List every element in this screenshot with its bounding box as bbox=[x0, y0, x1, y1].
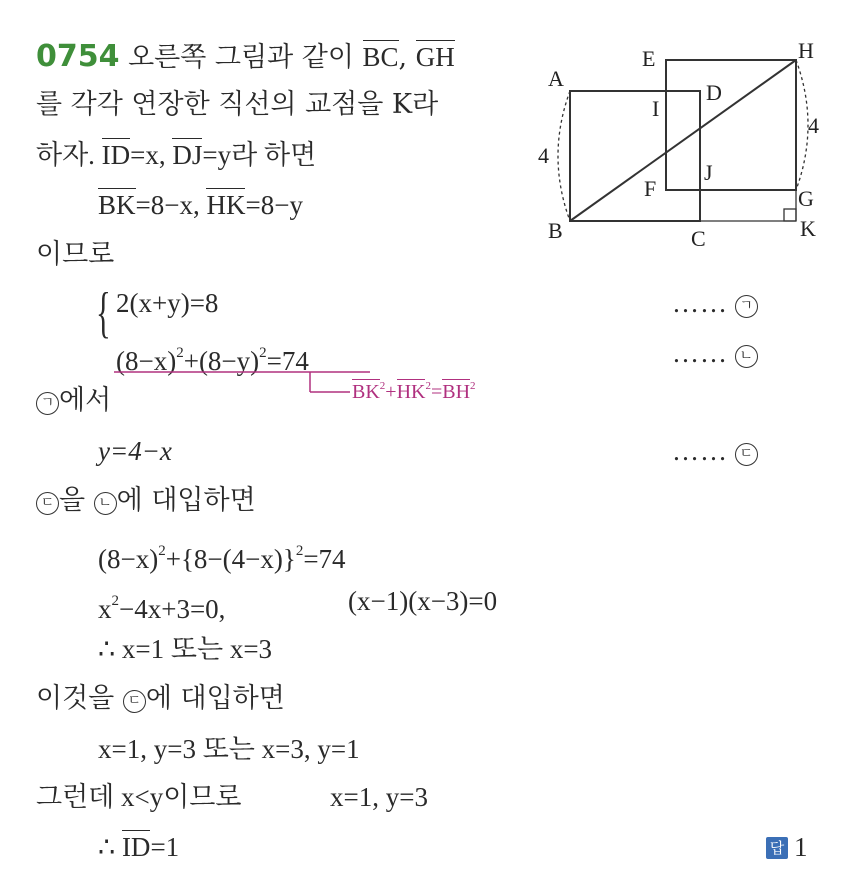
s3-part-b: −4x+3=0, bbox=[119, 594, 226, 624]
label-a: A bbox=[548, 66, 564, 91]
s2-part-a: (8−x) bbox=[98, 544, 159, 574]
label-f: F bbox=[644, 176, 657, 201]
dj-eq-y: =y라 하면 bbox=[202, 140, 317, 170]
s2-part-c: =74 bbox=[303, 544, 346, 574]
note-plus: + bbox=[385, 381, 397, 403]
dots-3: …… bbox=[672, 436, 728, 466]
left-side-length: 4 bbox=[538, 143, 549, 168]
eq2-part-c: =74 bbox=[266, 346, 309, 376]
step-8 bbox=[98, 830, 179, 864]
hk-value: =8−y bbox=[245, 190, 303, 220]
eq2-sq-1: 2 bbox=[176, 345, 184, 361]
y-eq: y=4−x bbox=[98, 436, 172, 466]
step-2-eq bbox=[98, 534, 346, 576]
label-j: J bbox=[704, 160, 713, 185]
note-hk: HK bbox=[396, 381, 426, 403]
problem-line-4 bbox=[98, 188, 303, 222]
square-efgh bbox=[666, 60, 796, 190]
s5-text-b: 에 대입하면 bbox=[145, 683, 285, 714]
circle-mark-3: ㄷ bbox=[735, 443, 758, 466]
segment-id: ID bbox=[101, 140, 131, 170]
label-d: D bbox=[706, 80, 722, 105]
circle-mark-2b: ㄴ bbox=[94, 492, 117, 515]
problem-line-1 bbox=[36, 40, 455, 75]
therefore-word: 이므로 bbox=[36, 239, 115, 270]
comma: , bbox=[398, 42, 416, 73]
bk-value: =8−x, bbox=[135, 190, 207, 220]
label-c: C bbox=[691, 226, 706, 251]
segment-hk: HK bbox=[206, 190, 246, 220]
step-3-eq bbox=[98, 584, 225, 626]
step-5 bbox=[36, 682, 285, 716]
answer-value: 1 bbox=[794, 832, 808, 862]
diagonal-bh bbox=[570, 60, 796, 221]
s3-sq: 2 bbox=[111, 593, 119, 609]
eq1-text: 2(x+y)=8 bbox=[116, 288, 219, 318]
step-4 bbox=[98, 632, 272, 666]
geometry-figure bbox=[528, 38, 828, 268]
marker-3 bbox=[672, 434, 758, 468]
step-1-text: 에서 bbox=[59, 385, 112, 416]
system-eq-1 bbox=[116, 286, 218, 320]
problem-number: 0754 bbox=[36, 39, 120, 74]
system-brace: { bbox=[96, 282, 111, 344]
s2-sq-2: 2 bbox=[295, 543, 304, 559]
note-sq-2: 2 bbox=[425, 380, 431, 392]
step-1-label bbox=[36, 384, 111, 418]
step-3-factor bbox=[348, 584, 497, 618]
problem-line-2 bbox=[36, 88, 438, 122]
label-i: I bbox=[652, 96, 660, 121]
right-angle-mark bbox=[784, 209, 796, 221]
note-bh: BH bbox=[442, 381, 471, 403]
s2-part-b: +{8−(4−x)} bbox=[165, 544, 296, 574]
circle-mark-2: ㄴ bbox=[735, 345, 758, 368]
note-eq: = bbox=[430, 381, 443, 403]
pythagoras-note bbox=[352, 380, 476, 404]
right-side-length: 4 bbox=[808, 113, 819, 138]
eq2-part-a: (8−x) bbox=[116, 346, 177, 376]
eq2-part-b: +(8−y) bbox=[183, 346, 260, 376]
segment-bk: BK bbox=[98, 190, 136, 220]
label-g: G bbox=[798, 186, 814, 211]
s2-sq-1: 2 bbox=[158, 543, 166, 559]
dots-2: …… bbox=[672, 338, 728, 368]
note-sq-1: 2 bbox=[379, 380, 386, 392]
label-h: H bbox=[798, 38, 814, 63]
s4-text: ∴ x=1 또는 x=3 bbox=[98, 634, 273, 664]
s3-part-a: x bbox=[98, 594, 112, 624]
s6-text: x=1, y=3 또는 x=3, y=1 bbox=[98, 734, 360, 764]
s5-text-a: 이것을 bbox=[36, 683, 123, 714]
note-sq-3: 2 bbox=[470, 380, 476, 392]
marker-1 bbox=[672, 286, 758, 320]
s8-value: =1 bbox=[150, 832, 180, 862]
id-eq-x: =x, bbox=[130, 140, 173, 170]
annotation-connector bbox=[112, 370, 372, 400]
step-1-eq bbox=[98, 434, 172, 468]
label-b: B bbox=[548, 218, 563, 243]
left-brace-arc bbox=[558, 91, 570, 221]
step-6 bbox=[98, 732, 360, 766]
note-bk: BK bbox=[352, 381, 380, 403]
segment-dj: DJ bbox=[172, 140, 203, 170]
dots-1: …… bbox=[672, 288, 728, 318]
step-2-text-b: 에 대입하면 bbox=[116, 485, 256, 516]
problem-line-3 bbox=[36, 138, 316, 172]
intro-text-1: 오른쪽 그림과 같이 bbox=[128, 42, 363, 73]
intro-text-2: 를 각각 연장한 직선의 교점을 K라 bbox=[36, 89, 439, 120]
s8-therefore: ∴ bbox=[98, 832, 122, 862]
step-2-text-a: 을 bbox=[59, 485, 94, 516]
circle-mark-1: ㄱ bbox=[735, 295, 758, 318]
step-2-label bbox=[36, 484, 256, 518]
circle-mark-3c: ㄷ bbox=[123, 690, 146, 713]
circle-mark-1b: ㄱ bbox=[36, 392, 59, 415]
answer-icon: 답 bbox=[766, 837, 788, 859]
s7-text-a: 그런데 x<y이므로 bbox=[36, 782, 242, 812]
therefore-line bbox=[36, 238, 114, 272]
answer bbox=[766, 830, 808, 864]
circle-mark-3b: ㄷ bbox=[36, 492, 59, 515]
segment-gh: GH bbox=[415, 42, 455, 72]
s3-part-c: (x−1)(x−3)=0 bbox=[348, 586, 498, 616]
s8-segment-id: ID bbox=[121, 832, 151, 862]
s7-text-b: x=1, y=3 bbox=[330, 782, 428, 812]
label-k: K bbox=[800, 216, 816, 241]
marker-2 bbox=[672, 336, 758, 370]
right-brace-arc bbox=[796, 60, 808, 190]
eq2-sq-2: 2 bbox=[259, 345, 267, 361]
step-7 bbox=[36, 780, 241, 814]
step-7-result bbox=[330, 780, 428, 814]
label-e: E bbox=[642, 46, 656, 71]
square-abcd bbox=[570, 91, 700, 221]
segment-bc: BC bbox=[362, 42, 399, 72]
intro-text-3: 하자. bbox=[36, 140, 102, 170]
